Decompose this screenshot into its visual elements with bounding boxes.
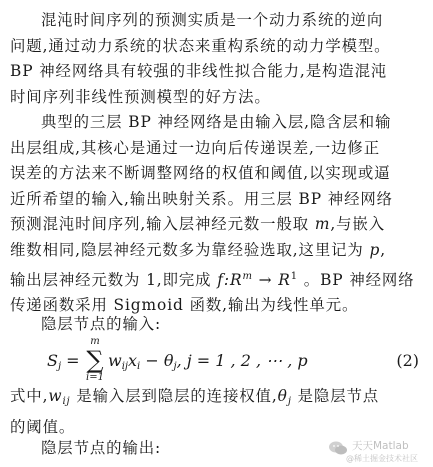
paragraph-1 [10,8,425,110]
text-line: 出层组成,其核心是通过一边向后传递误差,一边修正 [10,138,380,157]
text-line [10,264,425,294]
watermark [328,438,430,464]
math-mapping: → R [252,270,291,289]
sum-lower-limit: i=1 [86,372,104,383]
math-subscript: ij [62,396,71,407]
text-line [10,212,425,238]
text-run: 预测混沌时间序列,输入层神经元数一般取 [10,215,315,234]
text-run: , [380,240,387,259]
text-line: 混沌时间序列的预测实质是一个动力系统的逆向 [41,11,384,29]
text-run: 。BP 神经网络 [297,270,415,289]
math-subscript: ij [121,361,129,372]
wechat-icon [328,440,348,456]
text-run: 是隐层节点 [291,387,380,405]
math-superscript: 1 [290,270,298,282]
equation-rhs [108,351,308,372]
paragraph-2 [10,110,425,319]
text-line: 近所希望的输入,输出映射关系。用三层 BP 神经网络 [10,189,393,208]
math-variable: θ [277,387,288,405]
math-variable: w [48,387,63,405]
math-mapping: f:R [217,270,243,289]
math-subscript: j [173,361,177,372]
text-line: 时间序列非线性预测模型的好方法。 [10,87,271,106]
text-line: BP 神经网络具有较强的非线性拟合能力,是构造混沌 [10,62,388,81]
text-line: 的阈值。 [10,417,76,436]
math-variable: x [128,351,138,370]
watermark-subtitle: @稀土掘金技术社区 [346,454,418,463]
text-line: 传递函数采用 Sigmoid 函数,输出为线性单元。 [10,296,359,315]
text-run: 输出层神经元数为 1,即完成 [10,270,218,289]
equation-2 [10,336,425,388]
text-line [10,384,425,415]
math-variable: m [314,215,331,234]
math-subscript: j [57,361,62,372]
sum-upper-limit: m [90,336,100,347]
text-line: 误差的方法来不断调整网络的权值和阈值,以实现或逼 [10,164,391,183]
math-variable: S [47,351,58,370]
math-operator: = [61,351,80,370]
paragraph-3 [10,312,425,338]
watermark-title: 天天Matlab [352,440,409,452]
math-variable: θ [163,351,174,370]
text-line: 问题,通过动力系统的状态来重构系统的动力学模型。 [10,36,391,55]
math-variable: p [369,240,381,259]
text-line [10,238,425,264]
math-condition: , j = 1 , 2 , ⋯ , p [176,351,308,370]
math-variable: w [108,351,122,370]
equation-lhs [47,351,80,372]
math-operator: − [140,351,164,370]
text-line: 典型的三层 BP 神经网络是由输入层,隐含层和输 [41,113,392,131]
text-line: 隐层节点的输出: [41,439,162,457]
text-run: 是输入层到隐层的连接权值, [70,387,278,405]
text-run: ,与嵌入 [330,215,385,234]
text-run: 式中, [10,387,49,405]
paragraph-4 [10,384,425,440]
text-run: 维数相同,隐层神经元数多为靠经验选取,这里记为 [10,240,370,259]
summation [84,336,106,384]
text-line: 隐层节点的输入: [41,315,162,333]
math-superscript: m [242,270,253,282]
math-subscript: i [137,361,141,372]
math-subscript: j [287,396,292,407]
equation-number: (2) [396,351,419,370]
sum-symbol: ∑ [86,346,104,374]
